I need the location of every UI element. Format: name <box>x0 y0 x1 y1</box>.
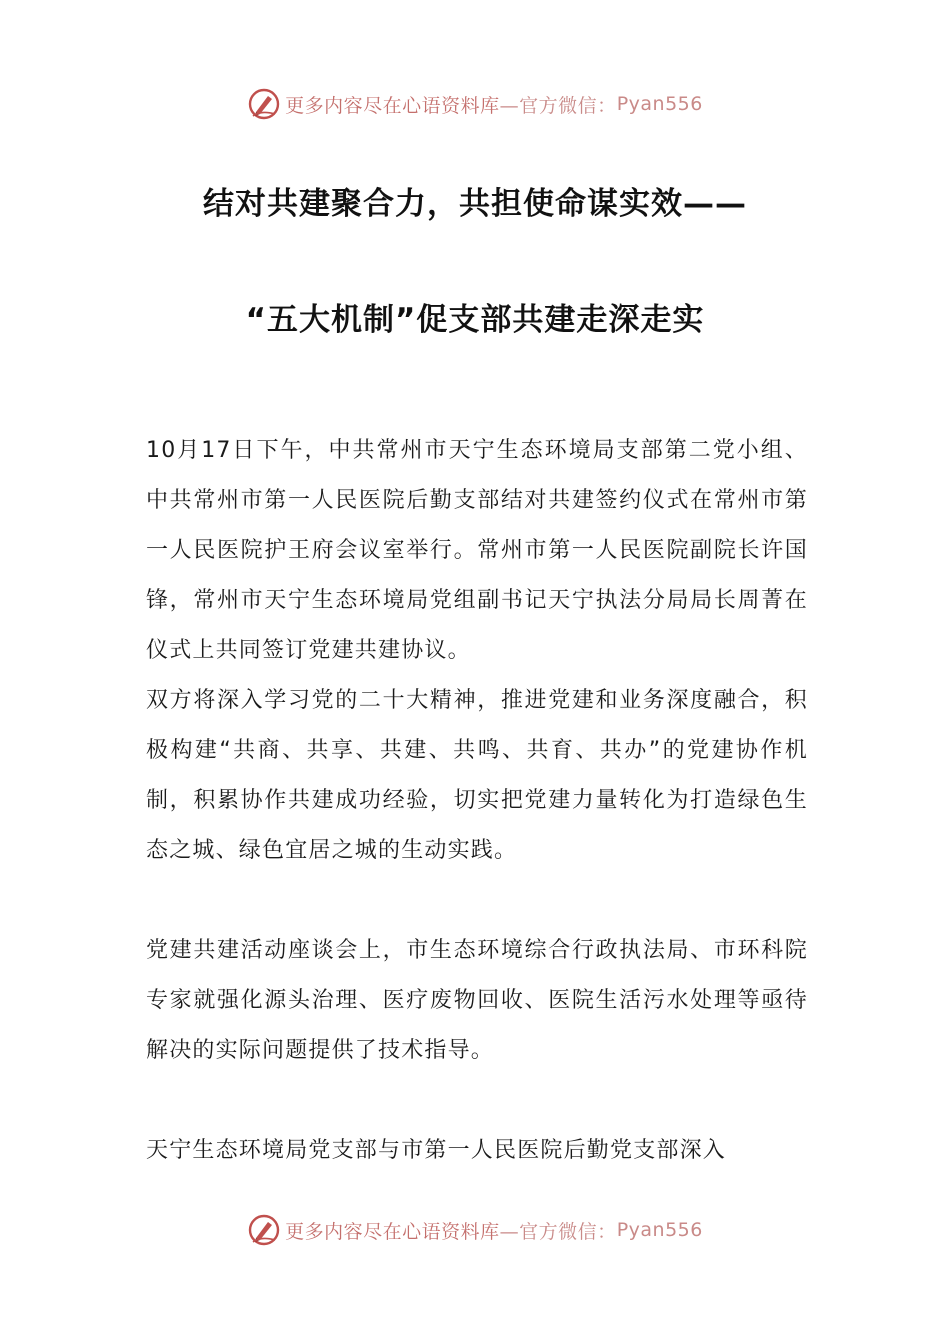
document-title-line-1: 结对共建聚合力，共担使命谋实效—— <box>203 186 747 222</box>
watermark-contact-label: —官方微信： <box>499 94 617 117</box>
document-body <box>146 426 808 1176</box>
paragraph-4: 天宁生态环境局党支部与市第一人民医院后勤党支部深入 <box>146 1138 727 1163</box>
pen-logo-icon <box>247 1213 281 1247</box>
paragraph-2: 双方将深入学习党的二十大精神，推进党建和业务深度融合，积极构建“共商、共享、共建、共鸣、共育、共办”的党建协作机制，积累协作共建成功经验，切实把党建力量转化为打造绿色生态之城、绿色宜居之城的生动实践。 <box>146 688 808 863</box>
watermark-wechat-id: Pyan556 <box>616 93 703 115</box>
watermark-wechat-id: Pyan556 <box>616 1219 703 1241</box>
watermark-brand: 更多内容尽在心语资料库 <box>285 94 500 117</box>
pen-logo-icon <box>247 87 281 121</box>
paragraph-1: 10月17日下午，中共常州市天宁生态环境局支部第二党小组、中共常州市第一人民医院后勤支部结对共建签约仪式在常州市第一人民医院护王府会议室举行。常州市第一人民医院副院长许国锋，常州市天宁生态环境局党组副书记天宁执法分局局长周菁在仪式上共同签订党建共建协议。 <box>146 438 808 663</box>
watermark-brand: 更多内容尽在心语资料库 <box>285 1220 500 1243</box>
header-watermark <box>0 84 950 124</box>
watermark-contact-label: —官方微信： <box>499 1220 617 1243</box>
footer-watermark <box>0 1210 950 1250</box>
document-title-line-2: “五大机制”促支部共建走深走实 <box>245 302 705 338</box>
paragraph-3: 党建共建活动座谈会上，市生态环境综合行政执法局、市环科院专家就强化源头治理、医疗废物回收、医院生活污水处理等亟待解决的实际问题提供了技术指导。 <box>146 938 808 1063</box>
